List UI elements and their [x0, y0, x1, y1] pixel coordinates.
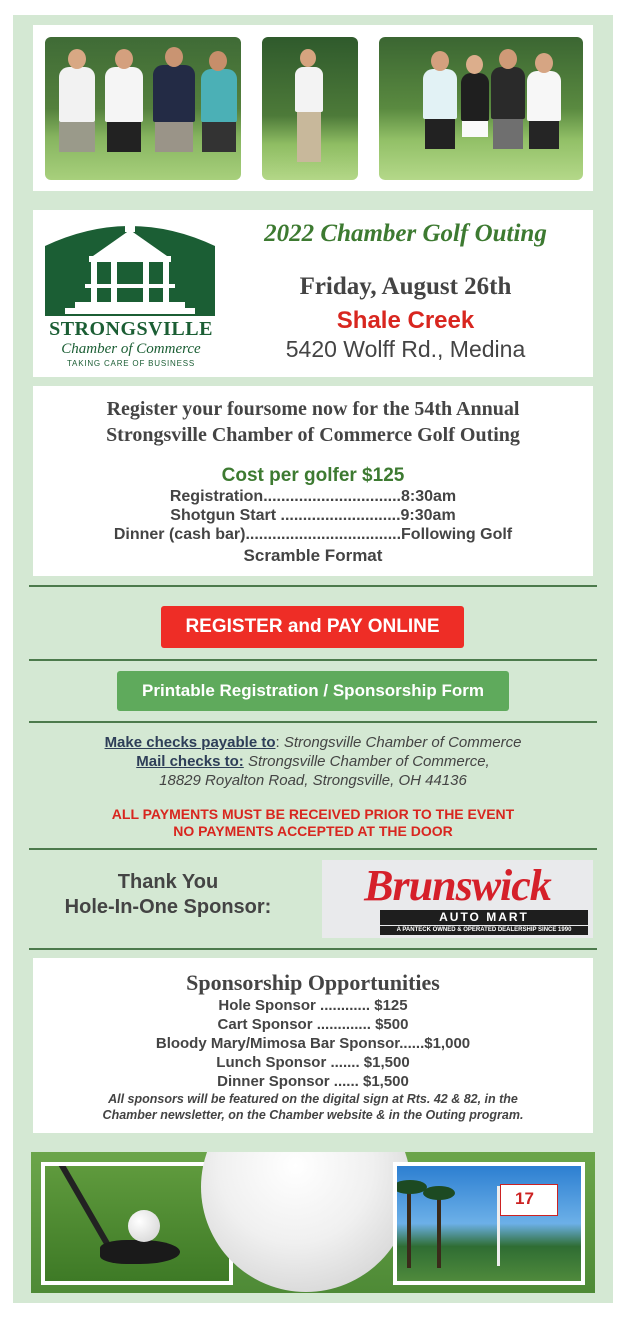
newsletter-panel — [13, 15, 613, 1303]
divider — [29, 659, 597, 661]
golf-footer-banner — [31, 1152, 595, 1293]
payment-notice-1: ALL PAYMENTS MUST BE RECEIVED PRIOR TO THE EVENT — [111, 806, 515, 822]
photo-strip — [33, 25, 593, 191]
sponsor-cart: Cart Sponsor ............. $500 — [217, 1016, 409, 1033]
auto-mart-banner: AUTO MART — [380, 910, 588, 925]
dealership-tagline: A PANTECK OWNED & OPERATED DEALERSHIP SINCE 1990 — [380, 926, 588, 935]
thank-you-line: Thank You — [117, 871, 219, 893]
golf-club-icon — [53, 1166, 113, 1251]
event-address: 5420 Wolff Rd., Medina — [285, 336, 526, 362]
checks-payable-label: Make checks payable to — [104, 734, 276, 751]
event-title: 2022 Chamber Golf Outing — [264, 220, 547, 247]
divider — [29, 721, 597, 723]
payment-notice-2: NO PAYMENTS ACCEPTED AT THE DOOR — [173, 823, 453, 839]
chamber-logo — [45, 224, 217, 369]
printable-form-button[interactable]: Printable Registration / Sponsorship Form — [117, 671, 509, 711]
flag-number: 17 — [515, 1189, 534, 1208]
brunswick-wordmark: Brunswick — [364, 861, 551, 910]
sponsorship-title: Sponsorship Opportunities — [186, 970, 440, 995]
golf-ball-small — [128, 1210, 160, 1242]
course-photo — [393, 1162, 585, 1285]
sponsorship-note-1: All sponsors will be featured on the digital sign at Rts. 42 & 82, in the — [108, 1092, 518, 1106]
sponsorship-note-2: Chamber newsletter, on the Chamber website & in the Outing program. — [102, 1108, 524, 1122]
scramble-format: Scramble Format — [243, 546, 383, 565]
checks-payable-value: Strongsville Chamber of Commerce — [283, 734, 522, 751]
event-header-card — [33, 210, 593, 377]
schedule-dinner: Dinner (cash bar)...................................Following Golf — [113, 526, 513, 543]
photo-golfer-swing — [262, 37, 358, 180]
logo-tagline: TAKING CARE OF BUSINESS — [66, 359, 196, 368]
checks-payable-line — [13, 734, 613, 751]
checks-sep: : — [275, 734, 280, 751]
sponsorship-card — [33, 958, 593, 1133]
logo-subname: Chamber of Commerce — [61, 341, 201, 357]
brunswick-logo[interactable] — [322, 860, 593, 938]
cost-per-golfer: Cost per golfer $125 — [221, 465, 405, 486]
mail-checks-line — [13, 753, 613, 770]
event-date: Friday, August 26th — [299, 273, 512, 300]
sponsor-dinner: Dinner Sponsor ...... $1,500 — [217, 1073, 409, 1090]
sponsor-bloody-mary: Bloody Mary/Mimosa Bar Sponsor......$1,000 — [155, 1035, 471, 1052]
divider — [29, 585, 597, 587]
intro-line-2: Strongsville Chamber of Commerce Golf Outing — [106, 424, 520, 446]
sponsor-hole: Hole Sponsor ............ $125 — [218, 997, 408, 1014]
sponsor-lunch: Lunch Sponsor ....... $1,500 — [216, 1054, 410, 1071]
mail-checks-label: Mail checks to: — [136, 753, 244, 770]
divider — [29, 948, 597, 950]
photo-foursome-1 — [45, 37, 241, 180]
divider — [29, 848, 597, 850]
logo-name: STRONGSVILLE — [49, 318, 213, 340]
intro-line-1: Register your foursome now for the 54th Annual — [106, 398, 520, 420]
hole-in-one-sponsor-label: Hole-In-One Sponsor: — [64, 896, 272, 918]
photo-foursome-2 — [379, 37, 583, 180]
mail-checks-address: 18829 Royalton Road, Strongsville, OH 44136 — [159, 772, 467, 789]
schedule-registration: Registration...............................8:30am — [169, 488, 457, 505]
gazebo-logo-icon — [45, 224, 215, 316]
event-venue: Shale Creek — [336, 307, 475, 334]
golf-flag-icon — [500, 1184, 558, 1216]
schedule-shotgun: Shotgun Start ...........................9:30am — [170, 507, 456, 524]
register-pay-online-button[interactable]: REGISTER and PAY ONLINE — [161, 606, 464, 648]
registration-info-card — [33, 386, 593, 576]
mail-checks-line-1: Strongsville Chamber of Commerce, — [247, 753, 490, 770]
